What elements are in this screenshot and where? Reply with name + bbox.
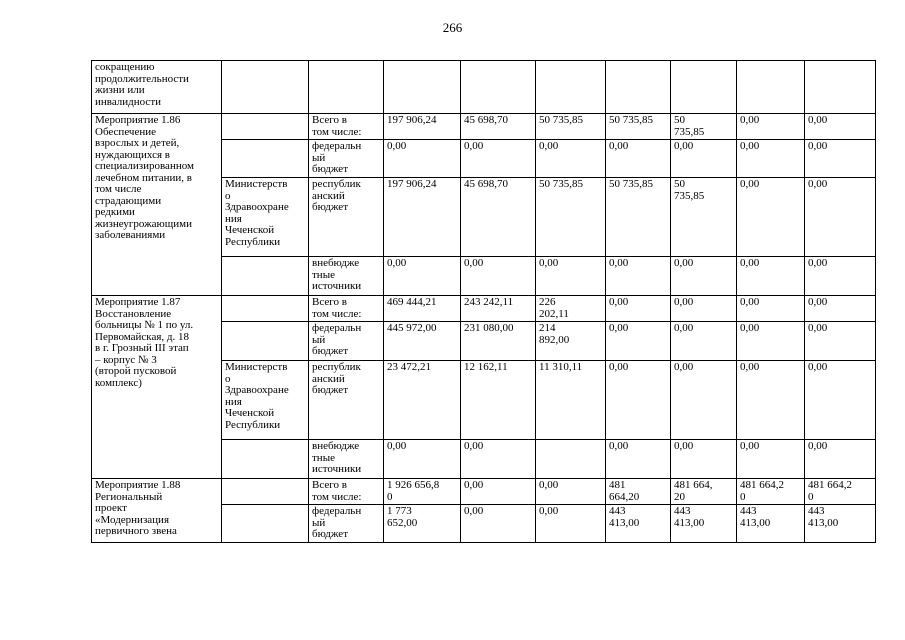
- value-cell: 0,00: [461, 505, 536, 543]
- value-cell: 481 664,20: [606, 479, 671, 505]
- value-cell: [536, 440, 606, 479]
- value-cell: [805, 61, 876, 114]
- budget-table: [91, 60, 876, 543]
- value-cell: 0,00: [671, 322, 737, 361]
- value-cell: 0,00: [536, 140, 606, 178]
- value-cell: 0,00: [536, 479, 606, 505]
- activity-title-cell: Мероприятие 1.86 Обеспечение взрослых и детей, нуждающихся в специализированном лечебном питании, в том числе страдающими редкими жизнеугрожающими заболеваниями: [92, 114, 222, 296]
- value-cell: 0,00: [606, 296, 671, 322]
- value-cell: 0,00: [671, 440, 737, 479]
- value-cell: 197 906,24: [384, 178, 461, 257]
- source-cell: республик анский бюджет: [309, 361, 384, 440]
- value-cell: 0,00: [606, 440, 671, 479]
- value-cell: 445 972,00: [384, 322, 461, 361]
- value-cell: 0,00: [805, 178, 876, 257]
- value-cell: 0,00: [384, 257, 461, 296]
- value-cell: 443 413,00: [805, 505, 876, 543]
- value-cell: 443 413,00: [737, 505, 805, 543]
- value-cell: [384, 61, 461, 114]
- value-cell: [606, 61, 671, 114]
- executor-cell: [222, 61, 309, 114]
- value-cell: [461, 61, 536, 114]
- value-cell: 0,00: [737, 440, 805, 479]
- executor-cell: Министерств о Здравоохране ния Чеченской Республики: [222, 361, 309, 440]
- value-cell: 0,00: [461, 140, 536, 178]
- value-cell: 481 664,2 0: [805, 479, 876, 505]
- source-cell: внебюдже тные источники: [309, 257, 384, 296]
- executor-cell: [222, 440, 309, 479]
- table-row: [92, 61, 876, 114]
- executor-cell: [222, 479, 309, 505]
- value-cell: [536, 61, 606, 114]
- value-cell: 0,00: [737, 257, 805, 296]
- executor-cell: [222, 114, 309, 140]
- executor-cell: [222, 257, 309, 296]
- source-cell: федеральн ый бюджет: [309, 505, 384, 543]
- value-cell: 0,00: [737, 296, 805, 322]
- value-cell: 0,00: [606, 361, 671, 440]
- value-cell: 443 413,00: [671, 505, 737, 543]
- value-cell: 0,00: [671, 361, 737, 440]
- value-cell: 0,00: [737, 322, 805, 361]
- value-cell: 243 242,11: [461, 296, 536, 322]
- value-cell: 0,00: [805, 140, 876, 178]
- value-cell: 50 735,85: [536, 178, 606, 257]
- executor-cell: [222, 140, 309, 178]
- value-cell: 50 735,85: [671, 178, 737, 257]
- value-cell: 0,00: [384, 440, 461, 479]
- value-cell: 23 472,21: [384, 361, 461, 440]
- value-cell: 0,00: [536, 257, 606, 296]
- value-cell: 50 735,85: [671, 114, 737, 140]
- value-cell: 226 202,11: [536, 296, 606, 322]
- table-row: [92, 114, 876, 140]
- activity-description-cell: сокращению продолжительности жизни или инвалидности: [92, 61, 222, 114]
- activity-title-cell: Мероприятие 1.88 Региональный проект «Модернизация первичного звена: [92, 479, 222, 543]
- value-cell: 50 735,85: [536, 114, 606, 140]
- source-cell: федеральн ый бюджет: [309, 322, 384, 361]
- value-cell: 12 162,11: [461, 361, 536, 440]
- source-cell: Всего в том числе:: [309, 114, 384, 140]
- page-number: 266: [442, 20, 463, 35]
- value-cell: 0,00: [805, 361, 876, 440]
- table-row: [92, 479, 876, 505]
- value-cell: 0,00: [461, 440, 536, 479]
- activity-title-cell: Мероприятие 1.87 Восстановление больницы № 1 по ул. Первомайская, д. 18 в г. Грозный III этап – корпус № 3 (второй пусковой комплекс): [92, 296, 222, 479]
- source-cell: [309, 61, 384, 114]
- executor-cell: [222, 322, 309, 361]
- value-cell: 0,00: [737, 140, 805, 178]
- value-cell: 1 773 652,00: [384, 505, 461, 543]
- source-cell: федеральн ый бюджет: [309, 140, 384, 178]
- value-cell: 0,00: [461, 257, 536, 296]
- value-cell: 0,00: [671, 257, 737, 296]
- executor-cell: [222, 505, 309, 543]
- source-cell: внебюдже тные источники: [309, 440, 384, 479]
- value-cell: 0,00: [805, 440, 876, 479]
- value-cell: 0,00: [606, 322, 671, 361]
- source-cell: Всего в том числе:: [309, 479, 384, 505]
- value-cell: 50 735,85: [606, 114, 671, 140]
- value-cell: 0,00: [737, 178, 805, 257]
- value-cell: 0,00: [461, 479, 536, 505]
- value-cell: 0,00: [671, 140, 737, 178]
- value-cell: 0,00: [805, 257, 876, 296]
- value-cell: 214 892,00: [536, 322, 606, 361]
- value-cell: 231 080,00: [461, 322, 536, 361]
- value-cell: [671, 61, 737, 114]
- value-cell: 481 664, 20: [671, 479, 737, 505]
- value-cell: 0,00: [805, 322, 876, 361]
- value-cell: 1 926 656,8 0: [384, 479, 461, 505]
- value-cell: 0,00: [536, 505, 606, 543]
- value-cell: 0,00: [737, 114, 805, 140]
- source-cell: республик анский бюджет: [309, 178, 384, 257]
- value-cell: 11 310,11: [536, 361, 606, 440]
- value-cell: 50 735,85: [606, 178, 671, 257]
- value-cell: 0,00: [805, 296, 876, 322]
- value-cell: 45 698,70: [461, 114, 536, 140]
- value-cell: [737, 61, 805, 114]
- value-cell: 197 906,24: [384, 114, 461, 140]
- executor-cell: Министерств о Здравоохране ния Чеченской Республики: [222, 178, 309, 257]
- source-cell: Всего в том числе:: [309, 296, 384, 322]
- value-cell: 45 698,70: [461, 178, 536, 257]
- value-cell: 0,00: [606, 140, 671, 178]
- executor-cell: [222, 296, 309, 322]
- table-row: [92, 296, 876, 322]
- value-cell: 0,00: [805, 114, 876, 140]
- value-cell: 0,00: [384, 140, 461, 178]
- value-cell: 469 444,21: [384, 296, 461, 322]
- value-cell: 481 664,2 0: [737, 479, 805, 505]
- value-cell: 0,00: [737, 361, 805, 440]
- value-cell: 0,00: [606, 257, 671, 296]
- value-cell: 0,00: [671, 296, 737, 322]
- value-cell: 443 413,00: [606, 505, 671, 543]
